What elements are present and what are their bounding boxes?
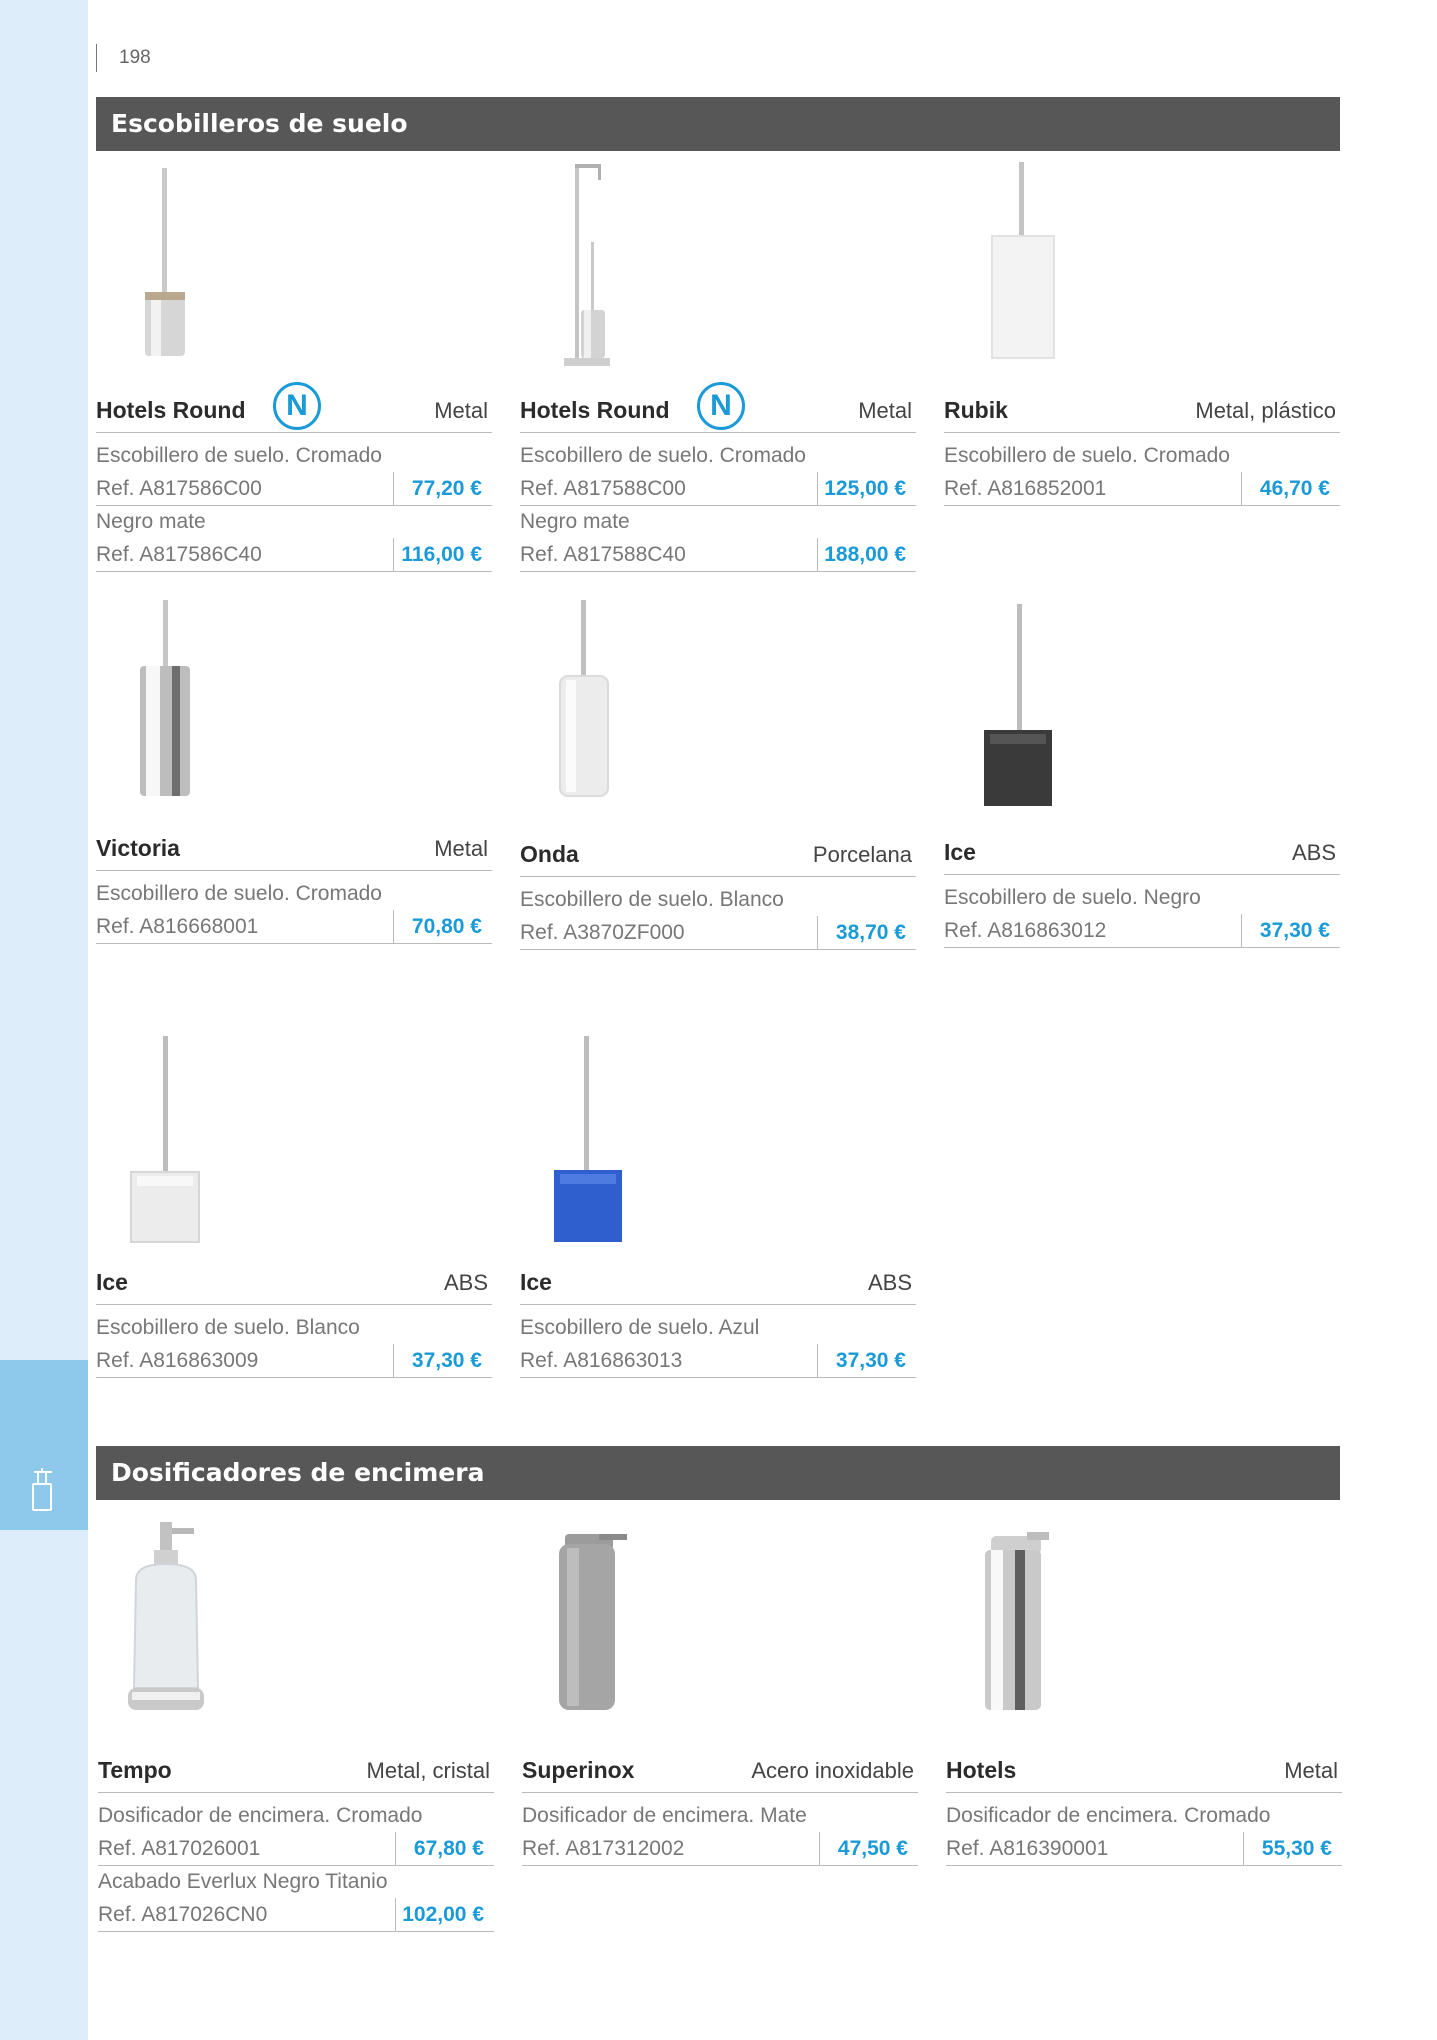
product-ref-row: Ref. A817588C00 125,00 € [520, 472, 916, 506]
product-ref-row: Ref. A3870ZF000 38,70 € [520, 916, 916, 950]
product-header [520, 842, 916, 877]
product-header [96, 389, 492, 433]
product-description: Dosificador de encimera. Cromado [98, 1804, 423, 1827]
new-badge: N [697, 382, 745, 430]
new-badge: N [273, 382, 321, 430]
product-name: Ice [96, 1269, 128, 1295]
product-header [522, 1758, 918, 1793]
product-material: Metal [858, 398, 912, 423]
price: 67,80 € [395, 1832, 494, 1865]
product-name: Ice [944, 839, 976, 865]
product-description: Escobillero de suelo. Negro [944, 886, 1201, 909]
product-image [116, 160, 216, 360]
price: 37,30 € [1241, 914, 1340, 947]
side-strip [0, 0, 88, 2040]
product-header [96, 1270, 492, 1305]
product-ref-row: Ref. A816852001 46,70 € [944, 472, 1340, 506]
product-image [964, 598, 1064, 813]
product-description: Escobillero de suelo. Blanco [520, 888, 784, 911]
product-material: ABS [1291, 840, 1336, 865]
price: 116,00 € [393, 538, 492, 571]
product-description: Escobillero de suelo. Cromado [96, 882, 382, 905]
product-name: Tempo [98, 1757, 172, 1783]
price: 55,30 € [1243, 1832, 1342, 1865]
product-image [116, 1520, 226, 1720]
product-card [520, 1032, 916, 1392]
product-material: Metal [1284, 1758, 1338, 1783]
section-title-dosificadores: Dosificadores de encimera [96, 1446, 1340, 1500]
product-material: Porcelana [812, 842, 912, 867]
product-card [520, 598, 916, 958]
product-card [98, 1520, 494, 1940]
product-ref-row: Ref. A816863012 37,30 € [944, 914, 1340, 948]
product-variant: Negro mate [520, 510, 630, 533]
product-description: Escobillero de suelo. Cromado [944, 444, 1230, 467]
product-image [530, 1032, 630, 1247]
product-name: Onda [520, 841, 579, 867]
price: 70,80 € [393, 910, 492, 943]
product-variant: Acabado Everlux Negro Titanio [98, 1870, 388, 1893]
product-image [116, 598, 216, 808]
product-name: Hotels [946, 1757, 1017, 1783]
product-header [946, 1758, 1342, 1793]
product-image [540, 598, 640, 813]
product-header [520, 389, 916, 433]
product-description: Escobillero de suelo. Blanco [96, 1316, 360, 1339]
product-header [98, 1758, 494, 1793]
product-card [522, 1520, 918, 1880]
product-ref-row: Ref. A816863013 37,30 € [520, 1344, 916, 1378]
product-material: Metal [434, 836, 488, 861]
product-name: Ice [520, 1269, 552, 1295]
product-description: Dosificador de encimera. Cromado [946, 1804, 1271, 1827]
product-image [537, 1520, 637, 1720]
product-header [944, 840, 1340, 875]
product-ref-row: Ref. A817586C00 77,20 € [96, 472, 492, 506]
product-card [96, 598, 492, 958]
product-material: ABS [867, 1270, 912, 1295]
product-material: Metal, cristal [366, 1758, 490, 1783]
product-material: Metal [434, 398, 488, 423]
product-material: ABS [443, 1270, 488, 1295]
section-title-escobilleros: Escobilleros de suelo [96, 97, 1340, 151]
product-ref-row: Ref. A817588C40 188,00 € [520, 538, 916, 572]
page-number: 198 [96, 44, 151, 72]
product-description: Escobillero de suelo. Azul [520, 1316, 760, 1339]
product-name: Superinox [522, 1757, 635, 1783]
product-description: Escobillero de suelo. Cromado [520, 444, 806, 467]
price: 37,30 € [393, 1344, 492, 1377]
product-card [946, 1520, 1342, 1880]
product-description: Escobillero de suelo. Cromado [96, 444, 382, 467]
product-header [944, 398, 1340, 433]
soap-dispenser-icon [30, 1466, 56, 1512]
product-card [944, 160, 1340, 520]
product-material: Metal, plástico [1195, 398, 1336, 423]
product-variant: Negro mate [96, 510, 206, 533]
product-image [964, 160, 1064, 370]
product-ref-row: Ref. A817312002 47,50 € [522, 1832, 918, 1866]
price: 38,70 € [817, 916, 916, 949]
product-description: Dosificador de encimera. Mate [522, 1804, 807, 1827]
price: 37,30 € [817, 1344, 916, 1377]
product-header [520, 1270, 916, 1305]
product-card [96, 1032, 492, 1392]
product-image [540, 160, 640, 370]
product-ref-row: Ref. A816390001 55,30 € [946, 1832, 1342, 1866]
product-name: Hotels Round [96, 397, 246, 423]
price: 77,20 € [393, 472, 492, 505]
product-ref-row: Ref. A817586C40 116,00 € [96, 538, 492, 572]
price: 188,00 € [817, 538, 916, 571]
product-name: Hotels Round [520, 397, 670, 423]
product-name: Victoria [96, 835, 180, 861]
product-card [96, 160, 492, 580]
product-ref-row: Ref. A816668001 70,80 € [96, 910, 492, 944]
product-name: Rubik [944, 397, 1008, 423]
price: 46,70 € [1241, 472, 1340, 505]
product-ref-row: Ref. A817026CN0 102,00 € [98, 1898, 494, 1932]
product-material: Acero inoxidable [751, 1758, 914, 1783]
product-ref-row: Ref. A817026001 67,80 € [98, 1832, 494, 1866]
product-ref-row: Ref. A816863009 37,30 € [96, 1344, 492, 1378]
product-image [961, 1520, 1061, 1720]
product-card [520, 160, 916, 580]
price: 125,00 € [817, 472, 916, 505]
product-image [111, 1032, 211, 1247]
price: 102,00 € [395, 1898, 494, 1931]
product-header [96, 836, 492, 871]
price: 47,50 € [819, 1832, 918, 1865]
product-card [944, 598, 1340, 958]
